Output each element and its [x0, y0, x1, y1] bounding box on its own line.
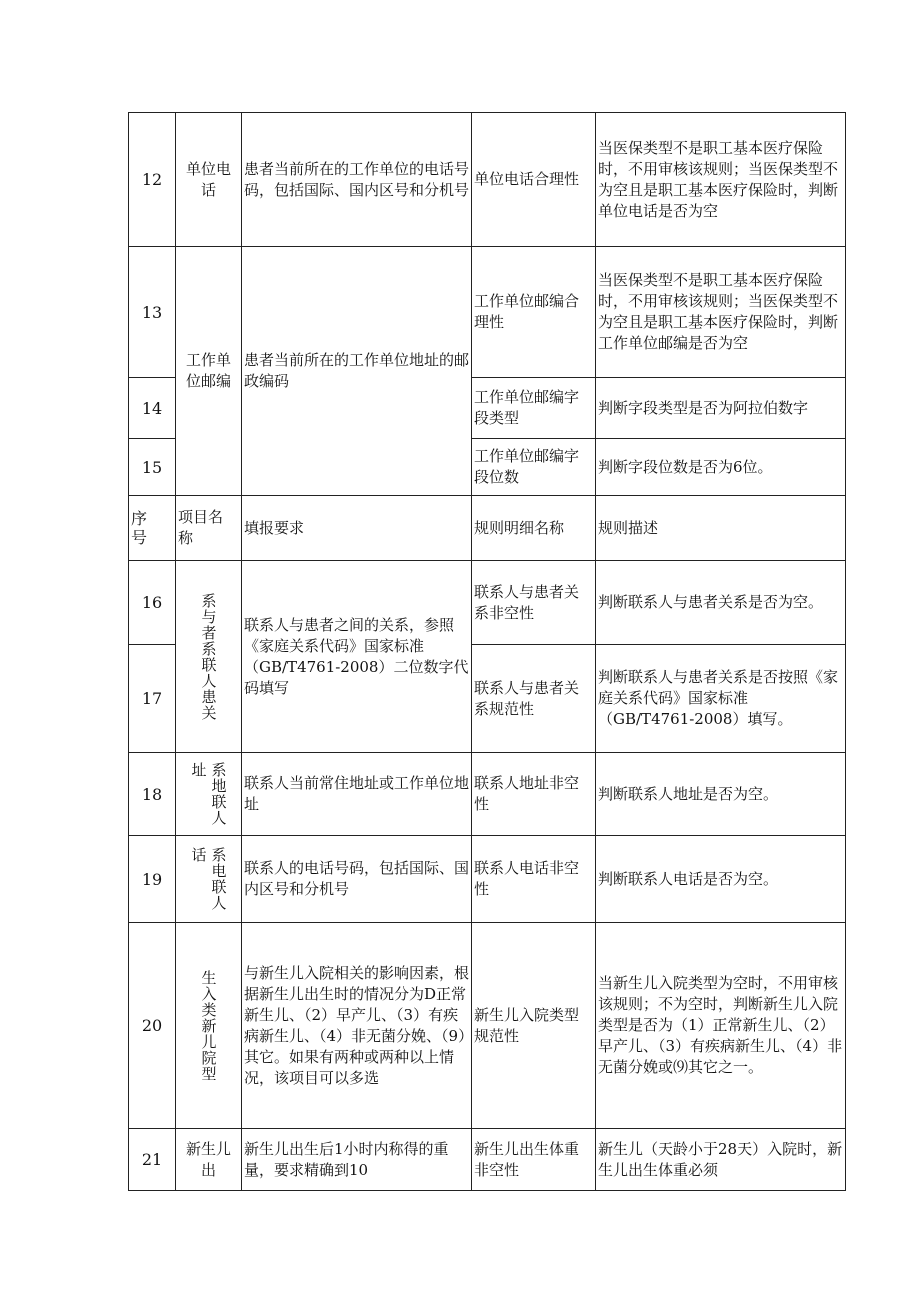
fill-requirement: 与新生儿入院相关的影响因素，根据新生儿出生时的情况分为D正常新生儿、（2）早产儿、（3）有疾病新生儿、（4）非无菌分娩、（9）其它。如果有两种或两种以上情况，该项目可以多选	[242, 923, 472, 1129]
row-number: 21	[129, 1129, 176, 1191]
item-name-part-a: 话	[189, 847, 208, 863]
fill-requirement: 联系人的电话号码，包括国际、国内区号和分机号	[242, 836, 472, 923]
row-number: 16	[129, 561, 176, 645]
rule-description: 判断字段类型是否为阿拉伯数字	[596, 378, 846, 439]
rules-table	[128, 112, 846, 1191]
rule-description: 当医保类型不是职工基本医疗保险时，不用审核该规则；当医保类型不 为空且是职工基本医疗保险时，判断单位电话是否为空	[596, 113, 846, 247]
rule-description: 判断字段位数是否为6位。	[596, 439, 846, 496]
fill-requirement: 联系人与患者之间的关系，参照《家庭关系代码》国家标准（GB/T4761-2008）二位数字代码填写	[242, 561, 472, 753]
header-number: 序 号	[129, 496, 176, 561]
item-name-cell	[176, 836, 242, 923]
rule-name: 新生儿入院类型规范性	[472, 923, 596, 1129]
fill-requirement: 患者当前所在的工作单位地址的邮政编码	[242, 247, 472, 496]
item-name: 单位电 话	[176, 113, 242, 247]
rule-name: 工作单位邮编字段类型	[472, 378, 596, 439]
table-header-row	[129, 496, 846, 561]
table-row	[129, 1129, 846, 1191]
table-row	[129, 113, 846, 247]
row-number: 17	[129, 645, 176, 753]
rule-name: 工作单位邮编合理性	[472, 247, 596, 378]
rule-name: 工作单位邮编字段位数	[472, 439, 596, 496]
item-name: 生入类新儿院型	[199, 969, 218, 1082]
item-name: 系与者系联人患关	[199, 592, 218, 721]
fill-requirement: 新生儿出生后1小时内称得的重量，要求精确到10	[242, 1129, 472, 1191]
header-rule-name: 规则明细名称	[472, 496, 596, 561]
rule-name: 联系人与患者关系规范性	[472, 645, 596, 753]
table-row	[129, 247, 846, 378]
rule-description: 判断联系人电话是否为空。	[596, 836, 846, 923]
rule-description: 当新生儿入院类型为空时，不用审核该规则；不为空时，判断新生儿入院 类型是否为（1）正常新生儿、（2）早产儿、（3）有疾病新生儿、（4）非无菌分娩或⑼其它之一。	[596, 923, 846, 1129]
rule-description: 判断联系人与患者关系是否按照《家庭关系代码》国家标准（GB/T4761-2008）填写。	[596, 645, 846, 753]
item-name-cell	[176, 753, 242, 836]
table-row	[129, 836, 846, 923]
rule-name: 单位电话合理性	[472, 113, 596, 247]
item-name-part-b: 系地联人	[209, 762, 228, 826]
row-number: 19	[129, 836, 176, 923]
rule-name: 联系人地址非空性	[472, 753, 596, 836]
row-number: 15	[129, 439, 176, 496]
row-number: 13	[129, 247, 176, 378]
rule-description: 判断联系人地址是否为空。	[596, 753, 846, 836]
row-number: 18	[129, 753, 176, 836]
item-name-part-a: 址	[189, 762, 208, 778]
header-fill-requirement: 填报要求	[242, 496, 472, 561]
item-name-part-b: 系电联人	[209, 847, 228, 911]
header-rule-description: 规则描述	[596, 496, 846, 561]
rule-description: 新生儿（天龄小于28天）入院时，新生儿出生体重必须	[596, 1129, 846, 1191]
row-number: 12	[129, 113, 176, 247]
rule-description: 当医保类型不是职工基本医疗保险时，不用审核该规则；当医保类型不为空且是职工基本医疗保险时，判断工作单位邮编是否为空	[596, 247, 846, 378]
item-name-cell	[176, 561, 242, 753]
rule-name: 新生儿出生体重非空性	[472, 1129, 596, 1191]
rule-name: 联系人电话非空性	[472, 836, 596, 923]
table-row	[129, 561, 846, 645]
row-number: 14	[129, 378, 176, 439]
row-number: 20	[129, 923, 176, 1129]
rule-name: 联系人与患者关系非空性	[472, 561, 596, 645]
rule-description: 判断联系人与患者关系是否为空。	[596, 561, 846, 645]
fill-requirement: 患者当前所在的工作单位的电话号码，包括国际、国内区号和分机号	[242, 113, 472, 247]
header-item-name: 项目名 称	[176, 496, 242, 561]
item-name-cell	[176, 923, 242, 1129]
table-row	[129, 923, 846, 1129]
item-name: 工作单 位邮编	[176, 247, 242, 496]
table-row	[129, 753, 846, 836]
fill-requirement: 联系人当前常住地址或工作单位地址	[242, 753, 472, 836]
item-name: 新生儿 出	[176, 1129, 242, 1191]
